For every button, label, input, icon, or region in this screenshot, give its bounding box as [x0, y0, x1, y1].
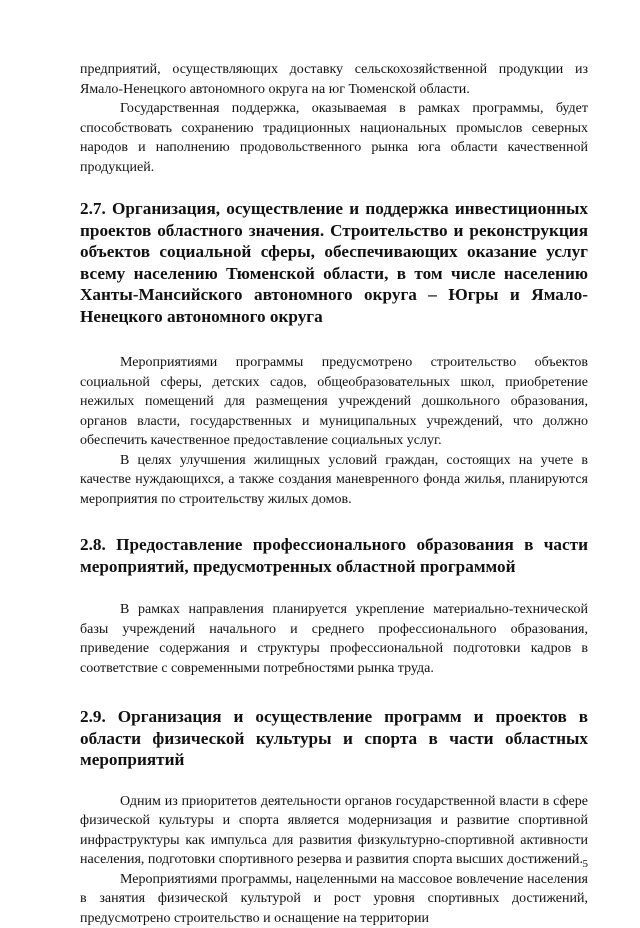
section-heading-2-9: 2.9. Организация и осуществление программ и проектов в области физической культуры и спорта в части областных мероприятий: [80, 706, 588, 771]
section-heading-2-8: 2.8. Предоставление профессионального образования в части мероприятий, предусмотренных областной программой: [80, 534, 588, 577]
section-2-8-paragraph-1: В рамках направления планируется укрепление материально-технической базы учреждений начального и среднего профессионального образования, приведение содержания и структуры профессиональной подготовки кадров в соответствие с современными потребностями рынка труда.: [80, 600, 588, 678]
intro-paragraph-1: предприятий, осуществляющих доставку сельскохозяйственной продукции из Ямало-Ненецкого автономного округа на юг Тюменской области.: [80, 60, 588, 99]
section-2-7-paragraph-2: В целях улучшения жилищных условий граждан, состоящих на учете в качестве нуждающихся, а также создания маневренного фонда жилья, планируются мероприятия по строительству жилых домов.: [80, 451, 588, 510]
page-number: 5: [583, 858, 589, 870]
section-2-7-paragraph-1: Мероприятиями программы предусмотрено строительство объектов социальной сферы, детских садов, общеобразовательных школ, приобретение нежилых помещений для размещения учреждений дошкольного образования, органов власти, государственных и муниципальных учреждений, что должно обеспечить качественное предоставление социальных услуг.: [80, 353, 588, 451]
section-2-9-paragraph-1: Одним из приоритетов деятельности органов государственной власти в сфере физической культуры и спорта является модернизация и развитие спортивной инфраструктуры как импульса для развития физкультурно-спортивной активности населения, подготовки спортивного резерва и развития спорта высших достижений.: [80, 792, 588, 870]
document-body: [80, 60, 588, 928]
section-2-9-paragraph-2: Мероприятиями программы, нацеленными на массовое вовлечение населения в занятия физической культурой и рост уровня спортивных достижений, предусмотрено строительство и оснащение на территории: [80, 870, 588, 928]
intro-paragraph-2: Государственная поддержка, оказываемая в рамках программы, будет способствовать сохранению традиционных национальных промыслов северных народов и наполнению продовольственного рынка юга области качественной продукцией.: [80, 99, 588, 177]
section-heading-2-7: 2.7. Организация, осуществление и поддержка инвестиционных проектов областного значения. Строительство и реконструкция объектов социальной сферы, обеспечивающих оказание услуг всему населению Тюменской области, в том числе населению Ханты-Мансийского автономного округа – Югры и Ямало-Ненецкого автономного округа: [80, 198, 588, 327]
